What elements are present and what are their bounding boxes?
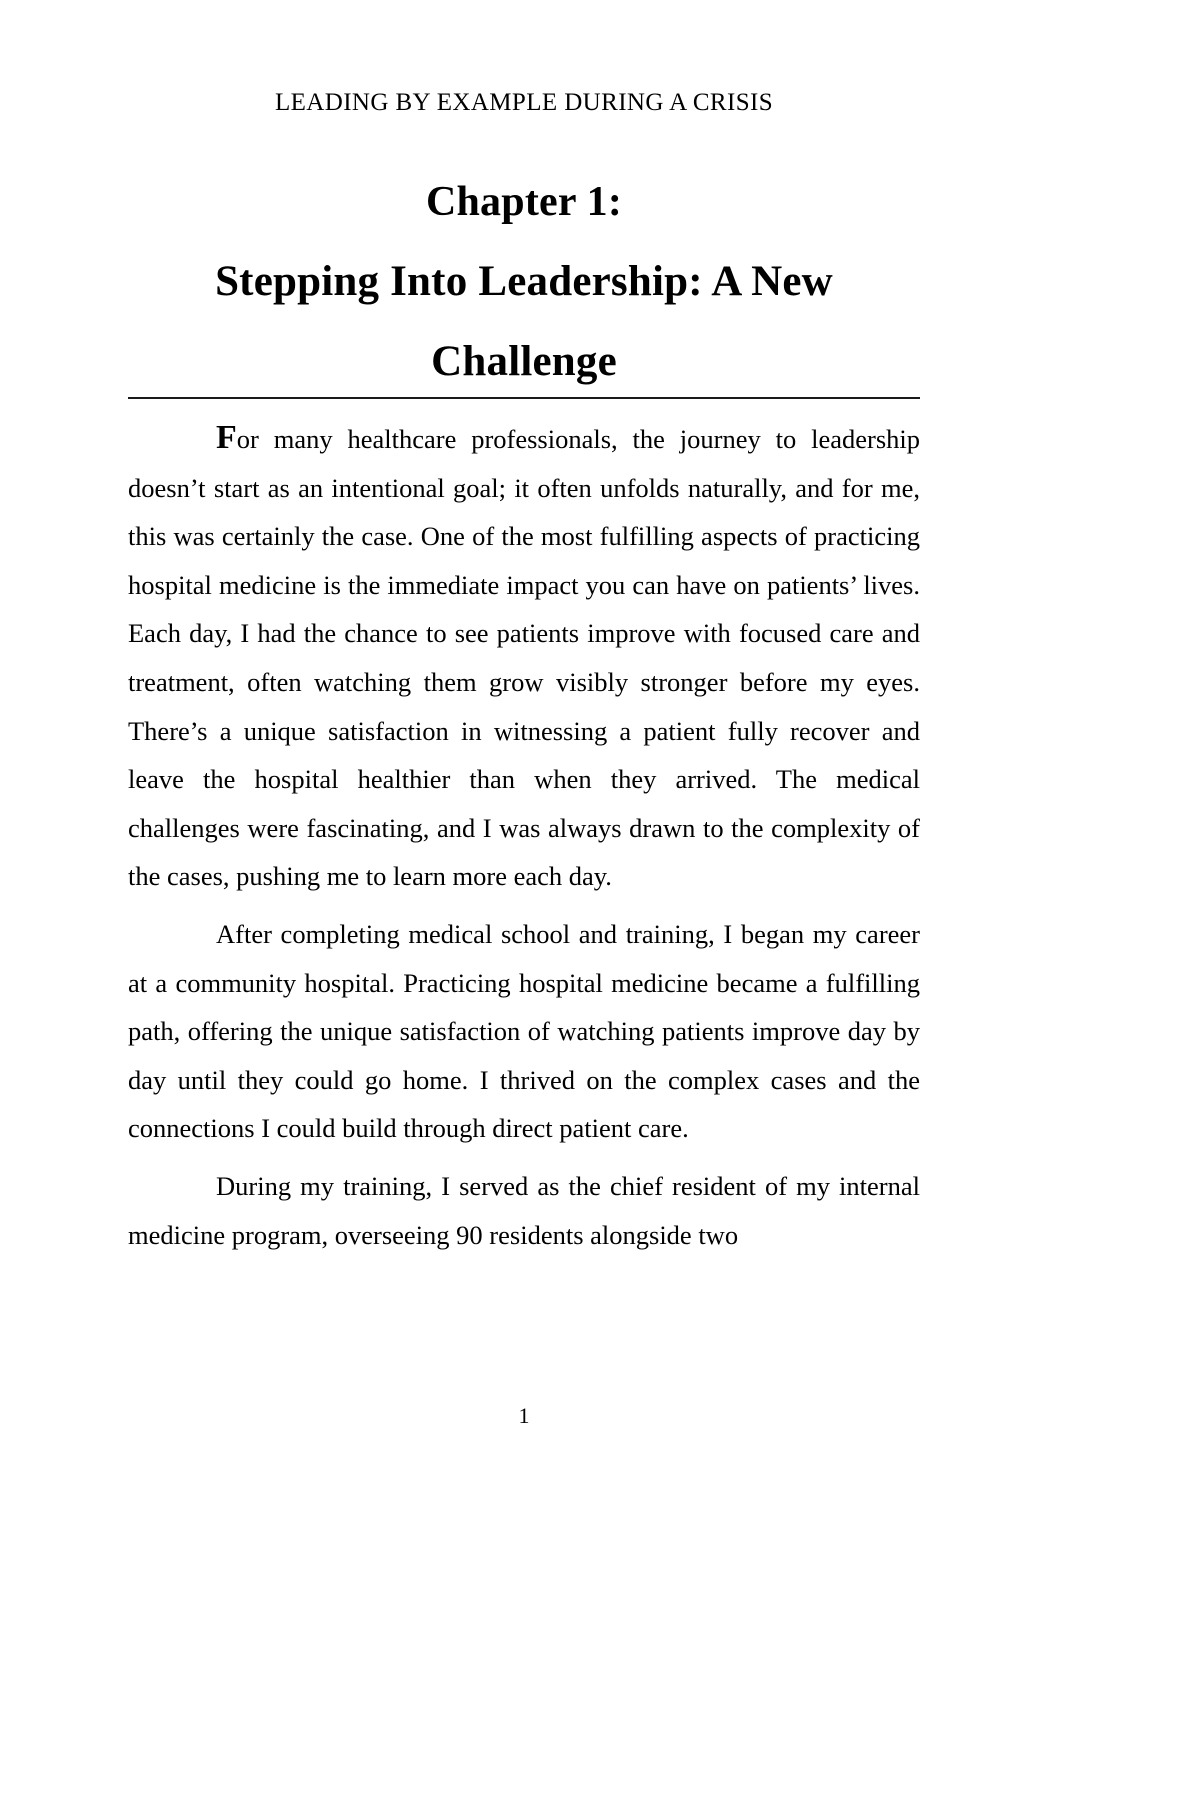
body-text-area [128,415,920,1259]
chapter-title-line-1: Stepping Into Leadership: A New [215,258,833,305]
page-number: 1 [518,1403,530,1428]
paragraph-1 [128,415,920,901]
title-divider-rule [128,397,920,399]
chapter-title-block [128,162,920,402]
running-header: LEADING BY EXAMPLE DURING A CRISIS [274,89,774,116]
paragraph-2: After completing medical school and training, I began my career at a community hospital. Practicing hospital medicine became a fulfilling path, offering the unique satisfaction of watching patients improve day by day until they could go home. I thrived on the complex cases and the connections I could build through direct patient care. [128,918,920,1144]
chapter-title-line-2: Challenge [431,338,617,385]
paragraph-1-text: or many healthcare professionals, the journey to leadership doesn’t start as an intentional goal; it often unfolds naturally, and for me, this was certainly the case. One of the most fulfilling aspects of practicing hospital medicine is the immediate impact you can have on patients’ lives. Each day, I had the chance to see patients improve with focused care and treatment, often watching them grow visibly stronger before my eyes. There’s a unique satisfaction in witnessing a patient fully recover and leave the hospital healthier than when they arrived. The medical challenges were fascinating, and I was always drawn to the complexity of the cases, pushing me to learn more each day. [128,424,920,892]
paragraph-3: During my training, I served as the chief resident of my internal medicine program, overseeing 90 residents alongside two [128,1170,920,1250]
drop-cap-letter: F [216,419,237,456]
chapter-number-line: Chapter 1: [425,179,623,225]
